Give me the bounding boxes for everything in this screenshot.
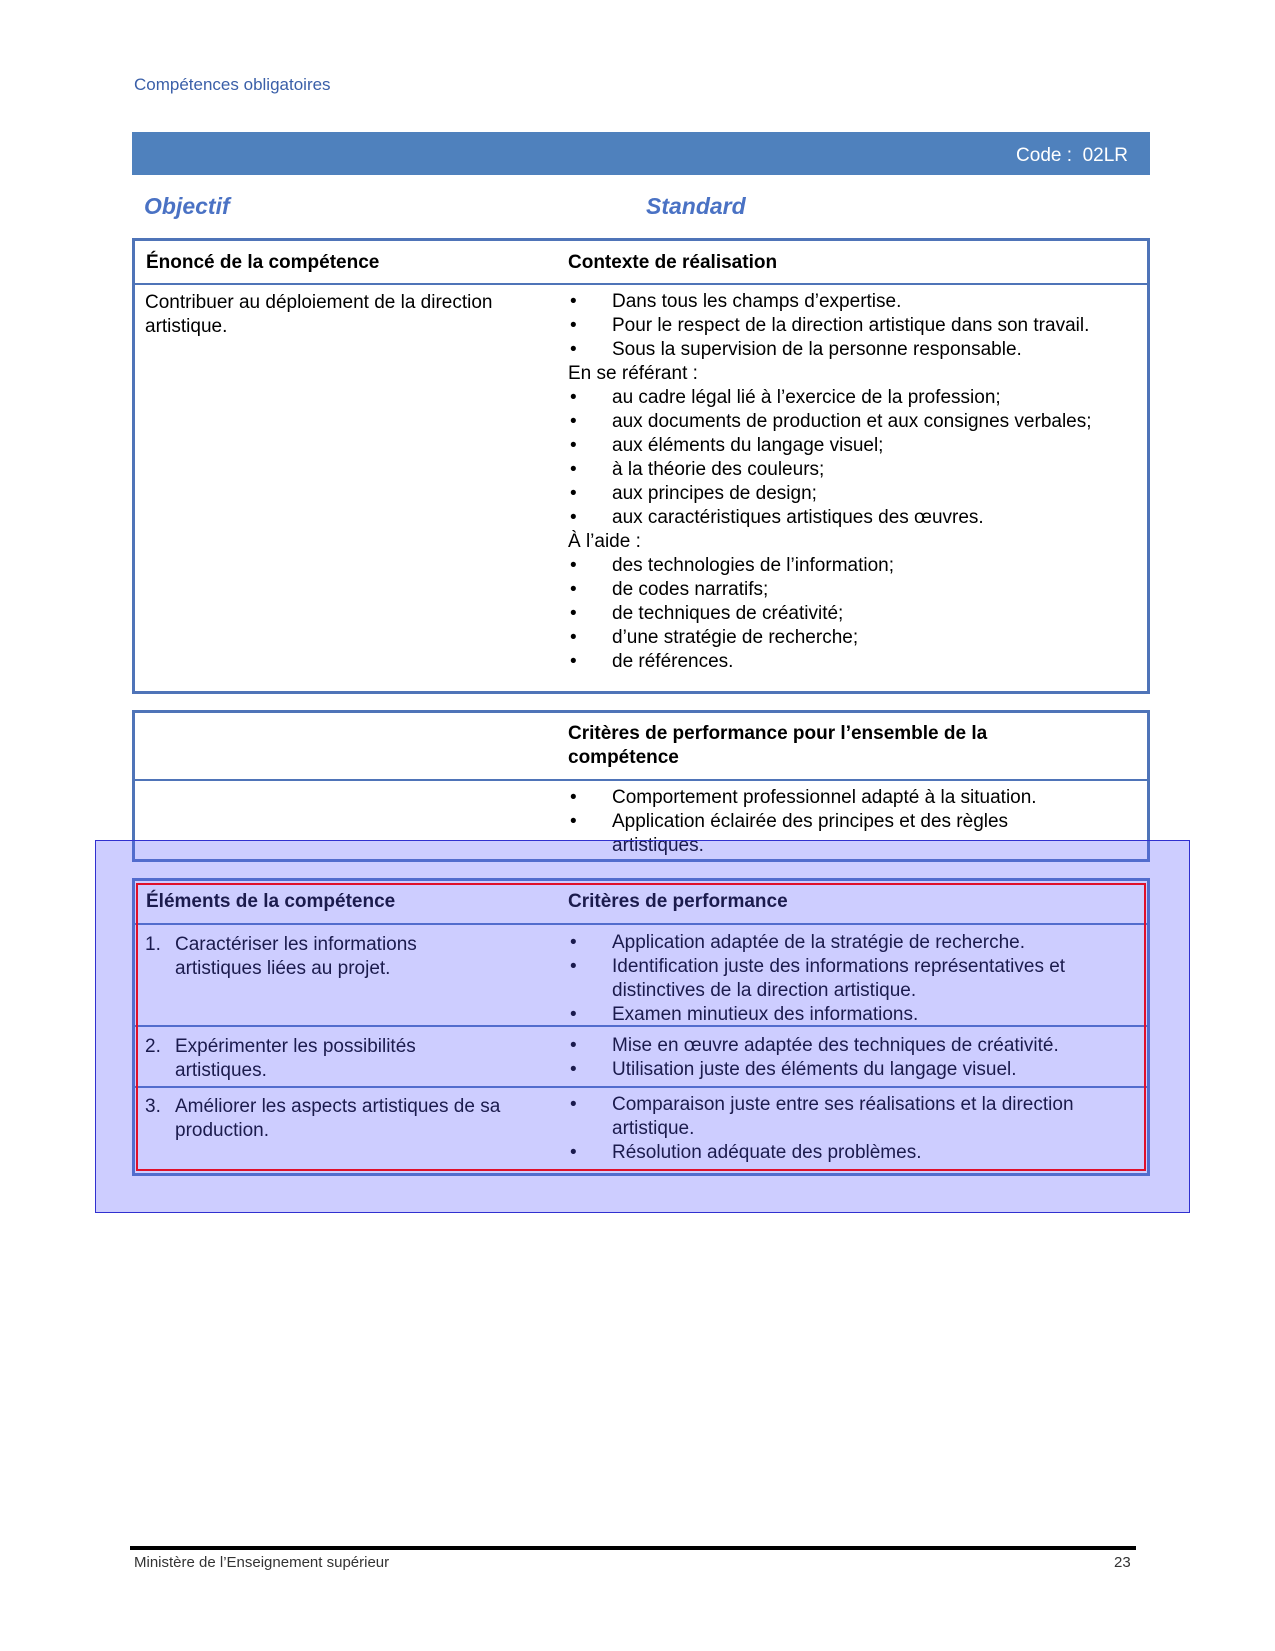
bullet-icon: • bbox=[570, 1142, 577, 1163]
bullet-icon: • bbox=[570, 291, 577, 312]
bullet-icon: • bbox=[570, 651, 577, 672]
bullet-icon: • bbox=[570, 483, 577, 504]
list-item: • des technologies de l’information; bbox=[570, 555, 895, 576]
list-item: • au cadre légal lié à l’exercice de la profession; bbox=[570, 387, 1001, 408]
section-title-link: Compétences obligatoires bbox=[134, 75, 331, 94]
criteria-header: Critères de performance bbox=[568, 891, 788, 912]
list-item: 2. Expérimenter les possibilités artistiques. bbox=[145, 1036, 416, 1081]
context-bullets-a bbox=[568, 290, 1148, 362]
list-item: • aux caractéristiques artistiques des œuvres. bbox=[570, 507, 984, 528]
bullet-icon: • bbox=[570, 459, 577, 480]
list-item: 3. Améliorer les aspects artistiques de sa production. bbox=[145, 1096, 501, 1141]
footer-ministry: Ministère de l’Enseignement supérieur bbox=[134, 1554, 390, 1571]
bullet-icon: • bbox=[570, 603, 577, 624]
bullet-icon: • bbox=[570, 1059, 577, 1080]
competence-context-table bbox=[132, 238, 1150, 694]
list-item: • Application éclairée des principes et des règles artistiques. bbox=[570, 811, 1009, 856]
list-item: • Pour le respect de la direction artistique dans son travail. bbox=[570, 315, 1090, 336]
objective-heading: Objectif bbox=[144, 193, 230, 219]
list-item: • Examen minutieux des informations. bbox=[570, 1004, 919, 1025]
list-item: • Identification juste des informations représentatives et distinctives de la direction artistique. bbox=[570, 956, 1066, 1001]
header-divider bbox=[135, 283, 1147, 285]
header-divider bbox=[135, 779, 1147, 781]
bullet-icon: • bbox=[570, 339, 577, 360]
footer-rule bbox=[130, 1546, 1136, 1550]
context-list bbox=[568, 290, 1148, 674]
element-number: 2. bbox=[145, 1036, 161, 1057]
overall-criteria-header: Critères de performance pour l’ensemble de la compétence bbox=[568, 723, 988, 768]
list-item: • aux éléments du langage visuel; bbox=[570, 435, 884, 456]
list-item: • aux documents de production et aux consignes verbales; bbox=[570, 411, 1092, 432]
context-bullets-c bbox=[568, 554, 1148, 674]
bullet-icon: • bbox=[570, 579, 577, 600]
list-item: • Dans tous les champs d’expertise. bbox=[570, 291, 902, 312]
bullet-icon: • bbox=[570, 387, 577, 408]
list-item: • de codes narratifs; bbox=[570, 579, 769, 600]
standard-heading: Standard bbox=[646, 193, 746, 219]
bullet-icon: • bbox=[570, 956, 577, 977]
list-item: 1. Caractériser les informations artistiques liées au projet. bbox=[145, 934, 417, 979]
bullet-icon: • bbox=[570, 555, 577, 576]
bullet-icon: • bbox=[570, 1035, 577, 1056]
list-item: • Utilisation juste des éléments du langage visuel. bbox=[570, 1059, 1017, 1080]
context-bullets-b bbox=[568, 386, 1148, 530]
statement-header: Énoncé de la compétence bbox=[146, 252, 380, 273]
code-value: 02LR bbox=[1082, 145, 1128, 166]
highlight-frame bbox=[136, 883, 1146, 1171]
list-item: • de références. bbox=[570, 651, 734, 672]
list-item: • Sous la supervision de la personne responsable. bbox=[570, 339, 1022, 360]
bullet-icon: • bbox=[570, 435, 577, 456]
bullet-icon: • bbox=[570, 627, 577, 648]
list-item: • Mise en œuvre adaptée des techniques de créativité. bbox=[570, 1035, 1059, 1056]
list-item: • à la théorie des couleurs; bbox=[570, 459, 825, 480]
bullet-icon: • bbox=[570, 315, 577, 336]
aid-label: À l’aide : bbox=[568, 531, 641, 552]
element-number: 3. bbox=[145, 1096, 161, 1117]
code-banner bbox=[132, 132, 1150, 175]
page-number: 23 bbox=[1114, 1554, 1131, 1571]
competence-statement: Contribuer au déploiement de la direction artistique. bbox=[145, 292, 493, 337]
elements-header: Éléments de la compétence bbox=[146, 891, 396, 912]
element-number: 1. bbox=[145, 934, 161, 955]
list-item: • Application adaptée de la stratégie de recherche. bbox=[570, 932, 1025, 953]
list-item: • de techniques de créativité; bbox=[570, 603, 844, 624]
list-item: • aux principes de design; bbox=[570, 483, 817, 504]
referring-label: En se référant : bbox=[568, 363, 698, 384]
bullet-icon: • bbox=[570, 507, 577, 528]
list-item: • Comparaison juste entre ses réalisations et la direction artistique. bbox=[570, 1094, 1074, 1139]
code-label-text: Code : bbox=[1016, 145, 1073, 166]
code-label bbox=[1016, 145, 1128, 167]
bullet-icon: • bbox=[570, 811, 577, 832]
list-item: • d’une stratégie de recherche; bbox=[570, 627, 859, 648]
bullet-icon: • bbox=[570, 932, 577, 953]
bullet-icon: • bbox=[570, 787, 577, 808]
bullet-icon: • bbox=[570, 1094, 577, 1115]
context-header: Contexte de réalisation bbox=[568, 252, 778, 273]
list-item: • Résolution adéquate des problèmes. bbox=[570, 1142, 922, 1163]
list-item: • Comportement professionnel adapté à la situation. bbox=[570, 787, 1037, 808]
bullet-icon: • bbox=[570, 1004, 577, 1025]
bullet-icon: • bbox=[570, 411, 577, 432]
